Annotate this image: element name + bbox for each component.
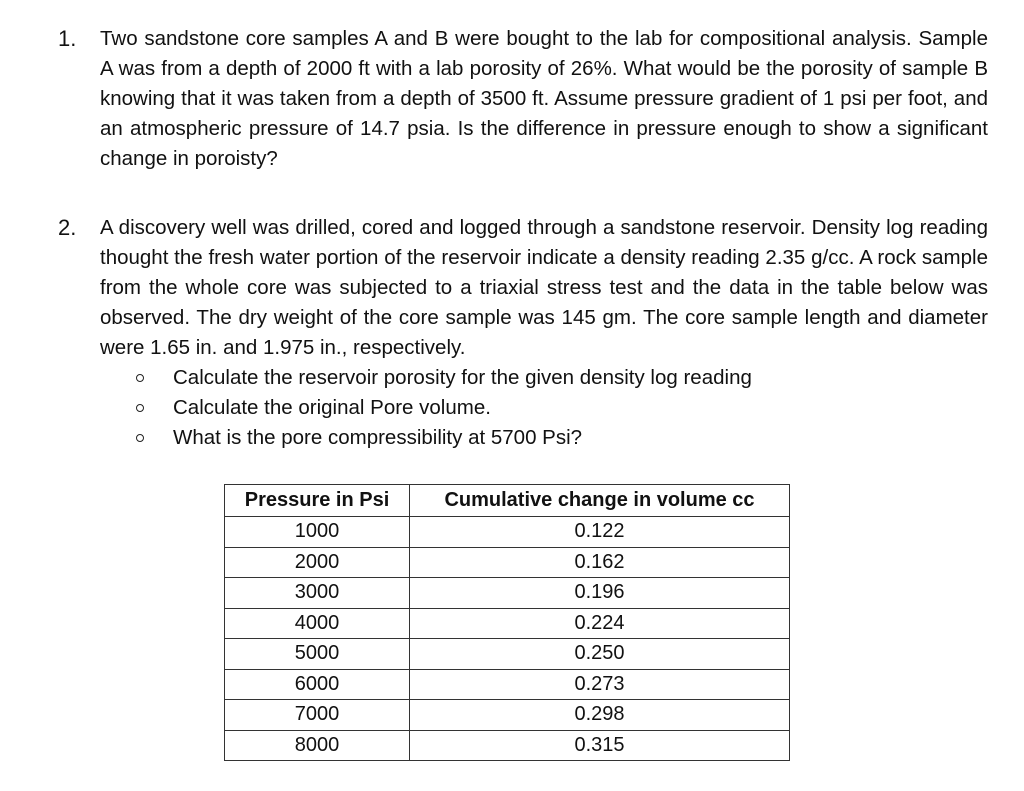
column-header-pressure: Pressure in Psi (225, 485, 410, 517)
question-number: 2. (58, 215, 77, 240)
table-row (225, 730, 790, 761)
pressure-cell: 3000 (225, 578, 410, 609)
pressure-cell: 7000 (225, 700, 410, 731)
volume-change-cell: 0.196 (410, 578, 790, 609)
table-row (225, 547, 790, 578)
table-row (225, 517, 790, 548)
table-row (225, 700, 790, 731)
volume-change-cell: 0.224 (410, 608, 790, 639)
volume-change-cell: 0.298 (410, 700, 790, 731)
task-list (136, 363, 988, 453)
volume-change-cell: 0.162 (410, 547, 790, 578)
circle-bullet-icon (136, 404, 144, 412)
question-text: Two sandstone core samples A and B were bought to the lab for compositional analysis. Sample A was from a depth of 2000 ft with a lab porosity of 26%. What would be the porosity of sample B knowing that it was taken from a depth of 3500 ft. Assume pressure gradient of 1 psi per foot, and an atmospheric pressure of 14.7 psia. Is the difference in pressure enough to show a significant change in poroisty? (100, 27, 988, 170)
pressure-cell: 6000 (225, 669, 410, 700)
list-item (136, 393, 988, 423)
volume-change-cell: 0.273 (410, 669, 790, 700)
circle-bullet-icon (136, 374, 144, 382)
list-item-text: Calculate the original Pore volume. (173, 396, 491, 419)
pressure-cell: 8000 (225, 730, 410, 761)
volume-change-cell: 0.122 (410, 517, 790, 548)
table-row (225, 639, 790, 670)
pressure-cell: 4000 (225, 608, 410, 639)
volume-change-cell: 0.315 (410, 730, 790, 761)
table-header-row (225, 485, 790, 517)
pressure-volume-table (224, 484, 790, 761)
list-item-text: What is the pore compressibility at 5700 Psi? (173, 426, 583, 449)
list-item (136, 423, 988, 453)
table-row (225, 669, 790, 700)
list-item-text: Calculate the reservoir porosity for the given density log reading (173, 366, 752, 389)
question-text: A discovery well was drilled, cored and logged through a sandstone reservoir. Density log reading thought the fresh water portion of the reservoir indicate a density reading 2.35 g/cc. A rock sample from the whole core was subjected to a triaxial stress test and the data in the table below was observed. The dry weight of the core sample was 145 gm. The core sample length and diameter were 1.65 in. and 1.975 in., respectively. (100, 216, 988, 359)
table-row (225, 578, 790, 609)
pressure-cell: 1000 (225, 517, 410, 548)
question-1 (58, 24, 988, 174)
table-row (225, 608, 790, 639)
pressure-cell: 5000 (225, 639, 410, 670)
pressure-cell: 2000 (225, 547, 410, 578)
question-2 (58, 213, 988, 453)
column-header-volume-change: Cumulative change in volume cc (410, 485, 790, 517)
question-number: 1. (58, 26, 77, 51)
list-item (136, 363, 988, 393)
volume-change-cell: 0.250 (410, 639, 790, 670)
circle-bullet-icon (136, 434, 144, 442)
